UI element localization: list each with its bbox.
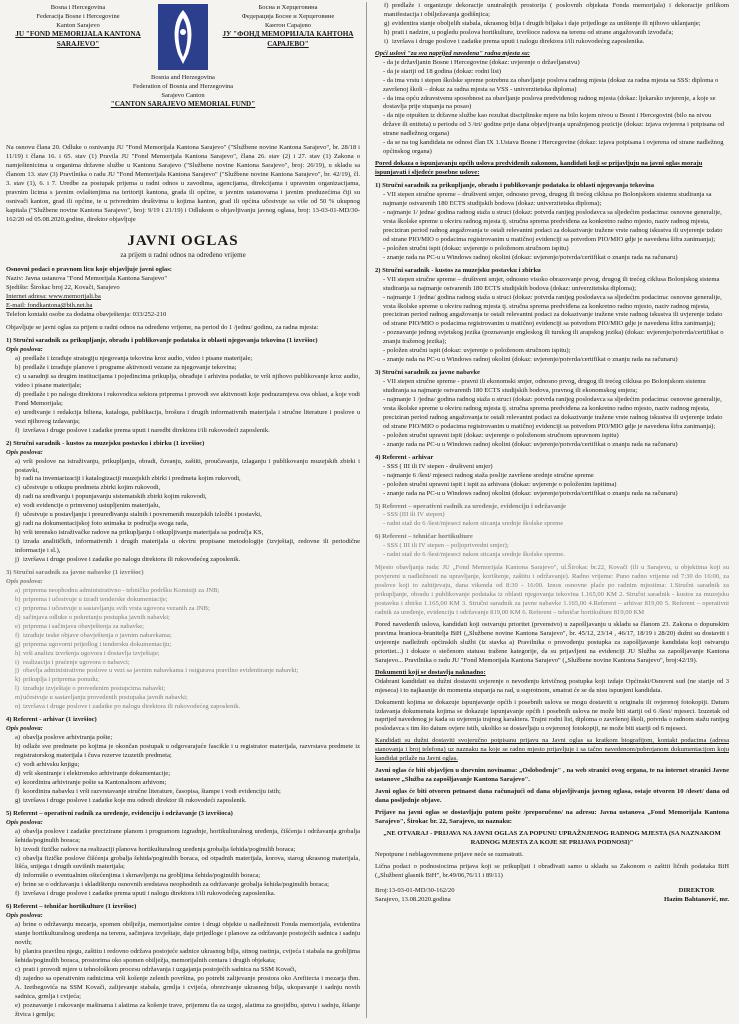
special-condition-items [375, 463, 729, 499]
job-duty-item [15, 614, 360, 623]
job-duty-letter: f) [15, 890, 20, 898]
priority-paragraph: Pored navedenih uslova, kandidati koji ostvaruju prioritet (prvenstvo) u zapošljavanju u skladu sa članom 23. Zakona o dopunskim pravima branioca-branitelja BiH („Službene novine Kantona Sarajevo", br. 45/12, 23/14 , 46/17, 18/19 i 28/20) dužni su dostaviti i uvjerenje nadležnih općinskih službi (iz stavka a) Pravilnika o provođenju postupka za zapošljavanje kandidata koji ostvaruju prioritet...) i dokaze o stečenom statusu tražene kategorije, da su prijavljeni na evidenciji JU Služba za zapošljavanje Kantona Sarajevo... Pravilnika o radu JU "Fond Memorijala Kantona Sarajevo" („Službene novine Kantona Sarajevo", broj:42/19). [375, 620, 729, 664]
later-documents-title: Dokumenti koji se dostavlja naknadno: [375, 668, 486, 676]
job-positions-list [6, 337, 360, 1018]
letterhead-latin-line: Kanton Sarajevo [56, 21, 100, 29]
job-duty-item [15, 458, 360, 476]
job-duty-item [15, 511, 360, 520]
job-duty-item [15, 694, 360, 703]
privacy-paragraph: Lična podaci o podnosiocima prijava koji se prikupljati i obrađivati samo u skladu sa Zakonom o zaštiti ličnih podataka BiH („Službeni glasnik BiH", br.49/06,76/11 i 89/11) [375, 862, 729, 879]
job-duty-letter: c) [15, 761, 21, 768]
job-duty-item [15, 975, 360, 1002]
job-duty-item [15, 623, 360, 632]
job-duty-letter: f) [15, 511, 20, 519]
job-duty-text: vodi evidencije o primvenoj ustupljenim materijalu, [23, 502, 160, 510]
job-duty-letter: i) [384, 37, 389, 45]
cv-paragraph: Kandidati su dužni dostaviti svojeručno potpisanu prijavu na Javni oglas sa kratkom biografijom, kontakt podacima (adresa stanovanja i broj telefona) uz naznaku na koje se radno mjesto prijavljuje i sa tačno navedenom/pobrojanom dokumentacijom koju kandidat prilaže na Javni oglas. [375, 737, 729, 763]
general-condition-item: - da nije otpušten iz državne službe kao rezultat disciplinske mjere na bilo kojem nivou u Bosni i Hercegovini (bilo na nivou države ili entiteta) u periodu od 3 /tri/ godine prije dana objavljivanja upražnjenog pozicije (dokaz: izjava ovjerena i potpisana od strane nadležnog organa) [383, 112, 729, 139]
job-duty-item [15, 538, 360, 556]
letterhead-latin-line: Federacija Bosne i Hercegovine [36, 12, 120, 20]
general-conditions-list [375, 59, 729, 157]
job-duty-text: učestvuje u sastavljanju provedenih postupaka javnih nabavki; [23, 694, 188, 702]
special-condition-item: - položen stručni upravni ispit i ispit za arhivara (dokaz: uvjerenje o položenim ispitima) [383, 481, 729, 490]
job-position-title: 5) Referent – operativni radnik za uređenje, evidenciju i održavanje (3 izvršioca) [6, 809, 233, 817]
job-duty-letter: f) [15, 426, 20, 434]
signature-block [375, 887, 729, 905]
job-duty-letter: e) [15, 502, 21, 510]
incomplete-paragraph: Nepotpune i neblagovremene prijave neće se razmatrati. [375, 850, 524, 858]
job-duty-item [15, 596, 360, 605]
special-condition-item: - najmanje 6 /šest/ mjeseci radnog staža poslije završene srednje stručne spreme [383, 472, 729, 481]
job-duty-letter: c) [15, 854, 21, 862]
job-duty-item [15, 529, 360, 538]
job-duties-list [6, 734, 360, 806]
job-duty-text: poznavanje i rukovanje mašinama i alatima za košenje trave, prijemnu tla za uzgoj, alatima za gnojidbu, sjetvu i sadnju, šišanje živica i grmlja; [15, 1001, 360, 1018]
job-position-title: 2) Stručni saradnik - kustos za muzejsku postavku i zbirku (1 izvršioc) [6, 439, 205, 447]
letterhead-english-line: Sarajevo Canton [161, 91, 205, 99]
job-duties-label: Opis poslova: [6, 818, 43, 826]
job-duty-item [15, 427, 360, 436]
job-duty-text: priprema i sačinjava obavještenja za nabavke; [23, 622, 145, 630]
document-subtitle: za prijem u radni odnos na određeno vrijeme [120, 250, 246, 259]
job-duty-letter: h) [384, 28, 390, 36]
job-duty-text: priprema ugovorni prijedlog i tendersku dokumentaciju; [23, 640, 172, 648]
letterhead [6, 2, 360, 144]
job-duties-list [6, 458, 360, 565]
director-name: Hazim Bahtanović, mr. [664, 895, 729, 903]
job-duty-letter: i) [15, 658, 20, 666]
special-condition-section [375, 454, 729, 499]
job-duty-letter: f) [15, 631, 20, 639]
job-duty-text: izvršava i druge poslove i zadatke koje mu odredi direktor ili rukovodeći zaposlenik. [23, 796, 247, 804]
job-duty-letter: n) [15, 703, 21, 711]
job-duty-text: brine se o održavanju i skladištenju osnovnih sredstava neophodnih za održavanje grobalja šehida/poginulih boraca; [23, 881, 329, 889]
job-duty-text: radi na dokumentacijskoj foto snimaka iz područja svoga rada, [23, 520, 189, 528]
job-duty-text: izvodi fizičke radove na realizaciji planova hortikulturalnog uređenja grobalja šehida/poginulih boraca; [23, 845, 296, 853]
job-duty-text: planira pravilnu njegu, zaštitu i redovno održava postojeće sadnice ukrasnog bilja, sitnog rastinja, cvijeća i stabala na grobljima šehida/poginulih boraca, prostorima oko spomen obilježja, memorijalnih centara i drugih objekata; [15, 948, 360, 965]
general-condition-item: - da ima vrstu i stepen školske spreme potrebnu za obavljanje poslova radnog mjesta (dokaz za radna mjesta sa SSS: diploma o završenoj školi – dokaz za radna mjesta sa VSS - univerzitetska diploma) [383, 77, 729, 95]
job-duty-item [15, 502, 360, 511]
general-conditions-title: Opći uslovi "za sva naprijed navedena" radna mjesta su: [375, 49, 530, 57]
special-condition-title: 5) Referent – operativni radnik za uređenje, evidenciju i održavanje [375, 502, 566, 510]
column-divider [366, 2, 367, 1018]
job-duty-letter: g) [15, 640, 21, 648]
job-duty-text: predlaže i izrađuje strategiju njegovanja tekovina kroz audio, video i pisane materijale; [23, 355, 253, 363]
job-duty-text: priprema i učestvuje u izradi tenderske dokumentacije; [23, 595, 168, 603]
job-duty-item [15, 966, 360, 975]
job-duty-item [15, 364, 360, 373]
job-duty-letter: i) [15, 538, 20, 546]
job-duty-item [15, 828, 360, 846]
later-documents-paragraph: Odabrani kandidati su dužni dostaviti uvjerenje o nevođenju krivičnog postupka koji izdaje Općinski/Osnovni sud (ne starije od 3 mjeseca) i to najkasnije do momenta stupanja na rad, u suprotnom, smatrat će se da nisu ispunjeni kandidata. [375, 677, 729, 694]
director-label: DIREKTOR [678, 886, 715, 894]
special-condition-section [375, 503, 729, 530]
job-duty-text: prikuplja i priprema ponudu; [23, 676, 99, 684]
job-duty-letter: c) [15, 604, 21, 612]
job-duty-item [15, 520, 360, 529]
job-duty-letter: b) [15, 595, 21, 603]
special-condition-title: 2) Stručni saradnik - kustos za muzejsku postavku i zbirku [375, 266, 541, 274]
job-duty-text: izvršava i druge poslove i zadatke po nalogu direktora ili rukovodećeg zaposlenik. [23, 703, 241, 711]
letterhead-latin [6, 4, 150, 50]
job-duty-item [15, 641, 360, 650]
job-position-section [6, 337, 360, 435]
job-duty-text: obavlja poslove arhiviranja pošte; [23, 734, 113, 742]
job-duties-list [6, 921, 360, 1018]
job-duty-item [15, 409, 360, 427]
job-duty-item [384, 29, 729, 38]
letterhead-cyrillic-line: Кантон Сарајево [264, 21, 312, 29]
letterhead-cyrillic-line: Федерација Босне и Херцеговине [241, 12, 335, 20]
job-duty-text: obavlja fizičke poslove čišćenja grobalja šehida/poginulih boraca, od otpadnih materijala, korova, starog ukrasnog materijala, lišća, snijega i drugih suvišnih materijala; [15, 854, 360, 871]
job-duty-letter: d) [15, 769, 21, 777]
general-condition-item: - da ima opću zdravstvenu sposobnost za obavljanje poslova predviđenog radnog mjesta (dokaz: ljekarsko uvjerenje, a koje se dostavlja prije stupanja na posao) [383, 95, 729, 113]
job-duty-item [15, 632, 360, 641]
org-info-block [6, 266, 360, 320]
job-duty-item [384, 2, 729, 20]
job-duty-letter: g) [15, 520, 21, 528]
job-duty-letter: a) [15, 921, 21, 929]
job-duty-text: vodi arhivsku knjigu; [23, 761, 80, 768]
job-duty-text: predlaže i po nalogu direktora i rukovodica sektora priprema i provodi sve aktivnosti koje podrazumjeva ova oblast, a koje vodi Fond Memorijala; [15, 390, 360, 407]
deadline-paragraph: Javni oglas će biti otvoren petnaest dana računajući od dana objavljivanja javnog oglasa, ostaje otvoren 10 /deset/ dana od dana posljednje objave. [375, 788, 729, 805]
job-duty-text: evidentira stanje oboljelih stabala, ukrasnog bilja i drugih biljaka i daje prijedloge za uništenje ili njihovo uklanjanje; [392, 19, 701, 27]
org-name: Naziv: Javna ustanova "Fond Memorijala Kantona Sarajevo" [6, 275, 168, 283]
job-duty-text: predlaže i izrađuje planove i programe aktivnosti vezane za njegovanje tekovina; [23, 364, 237, 372]
job-duties-label: Opis poslova: [6, 577, 43, 585]
job-duty-letter: c) [15, 965, 21, 973]
special-condition-title: 1) Stručni saradnik za prikupljanje, obradu i publikovanje podataka iz oblasti njegovanja tekovina [375, 182, 655, 190]
special-condition-section [375, 533, 729, 560]
job-duty-item [15, 667, 360, 676]
job-duty-item [15, 587, 360, 596]
special-condition-item: - VII stepen stručne spreme - pravni ili ekonomski smjer, odnosno prvog, drugog ili trećeg ciklusa po Bolonjskom sistemu studiranja sa najmanje ostvarenih 180 ECTS studijskih bodova, pravnog ili ekonomskog smjera; [383, 378, 729, 396]
special-condition-item: - VII stepen stručne spreme – društveni smjer, odnosno prvog, drugog ili trećeg ciklusa po Bolonjskom sistemu studiranja sa najmanje ostvarenih 180 ECTS studijskih bodova (dokaz: univerzitetska diploma); [383, 191, 729, 209]
job-duty-item [15, 493, 360, 502]
job-duty-item [15, 659, 360, 668]
special-condition-item: - položen stručni ispit (dokaz: uvjerenje o položenom stručnom ispitu); [383, 347, 729, 356]
job-duty-item [15, 556, 360, 565]
letterhead-english-line: Bosnia and Herzegovina [151, 74, 215, 81]
letterhead-english-line: Federation of Bosnia and Herzegovina [132, 82, 234, 90]
job-duty-item [15, 855, 360, 873]
special-condition-item: - SSS ( III ili IV stepen – poljoprivredni smjer); [383, 542, 729, 551]
job-duty-text: radi na sređivanju i popunjavanju sistematskih zbirki kojim rukovodi, [23, 493, 207, 501]
hortikultura-continued-list [375, 2, 729, 47]
job-position-section [6, 569, 360, 712]
job-duty-letter: e) [15, 1001, 21, 1009]
job-duty-item [384, 20, 729, 29]
general-condition-item: - da je stariji od 18 godina (dokaz: rodni list) [383, 68, 729, 77]
job-duty-letter: c) [15, 372, 21, 380]
left-column [6, 2, 360, 1018]
job-duty-letter: d) [15, 872, 21, 880]
job-duty-text: zajedno sa operativnim radnicima vrši košenje zelenih površina, po potrebi zalijevanje prostora oko Arefitecta i mezarja tћm. A. Izetbegovića na SSM Kovači, zalijevanje stabala, grmlja i cvijeća, obrezivanje ukrasnog bilja, ukopavanje i sadnju novih sadnica, grmlja i cvijeća; [15, 974, 360, 1000]
right-column [375, 2, 729, 1018]
job-duty-item [15, 1002, 360, 1018]
job-duty-letter: g) [15, 796, 21, 804]
org-seat: Sjedište: Širokac broj 22, Kovači, Sarajevo [6, 284, 120, 292]
job-duty-letter: e) [15, 622, 21, 630]
legal-basis-paragraph: Na osnovu člana 20. Odluke o osnivanju JU "Fond Memorijala Kantona Sarajevo" ("Službene novine Kantona Sarajevo", br. 28/18 i 11/19) i člana 16. i 65. stav (1) Pravila JU "Fond Memorijala Kantona Sarajevo", člana 26. stav (2) i 27. stav (1) Zakona o namještenicima u organima državne službe u Kantonu Sarajevo ("Službene novine Kantona Sarajevo", broj: 26/19), u skladu sa članom 13. stav (3) Pravilnika o radu JU "Fond Memorijala Kantona Sarajevo" ("Službene novine Kantona Sarajevo", br. 42/19), čl. 3. stav (1), 6. i 7. Uredbe za postupak prijema u radni odnos u zavodima, agencijama, direkcijama i upravnim organizacijama, pravnim licima s javnim ovlaštenjima na teritoriji kantona, grada ili općine, u javnim ustanovama i javnim preduzećima čiji su osnivači kanton, grad ili općine, te u privrednim društvima u kojima kanton, grad ili općina učestvuje sa više od 50 % ukupnog kapitala ("Službene novine Kantona Sarajevo", broj: 9/19 i 21/19) i Odlukom o objavljivanju javnog oglasa, broj: 13-03-01-MD/30-162/20 od 05.08.2020.godine, direktor objavljuje [6, 144, 360, 223]
job-duty-text: sačinjava odluke o pokretanju postupka javnih nabavki; [23, 613, 170, 621]
special-condition-item: - radni staž do 6 /šest/mjeseci nakon sticanja srednje školske spreme. [383, 551, 729, 560]
job-duty-letter: m) [15, 694, 23, 702]
job-duty-letter: b) [15, 743, 21, 751]
job-duty-text: uređivanje i redakcija biltena, kataloga, publikacija, brošura i drugih informativnih materijala i stručne literature i poslove u vezi njihovog izdavanja; [15, 408, 360, 425]
job-duty-letter: a) [15, 355, 21, 363]
job-duty-text: predlaže i organizuje dekoracije unutrašnjih prostorija ( poslovnih objekata Fonda memorijala) i dekoracije prilikom manifestacija i obilježavanja godišnjica; [384, 2, 729, 18]
job-position-section [6, 440, 360, 565]
job-duty-text: vrši terensko istraživačke radove na prikupljanju i otkupljivanju materijala sa područja KS, [23, 529, 264, 537]
job-duty-letter: d) [15, 613, 21, 621]
special-condition-section [375, 182, 729, 263]
job-duty-letter: a) [15, 586, 21, 594]
job-duty-text: odlaže sve predmete po kojima je okončan postupak u odgovarajuće fascikle i u registrator materijala, razvrstava predmete iz registratorskog materijala i čuva rezerve izuzetih predmeta; [15, 743, 360, 760]
job-duty-text: izrađuje izvještaje o provedenim postupcima nabavki; [23, 685, 166, 693]
job-duty-text: priprema neophodnu administrativno - tehničku podršku Komisiji za JNB; [23, 586, 220, 594]
special-condition-item: - znanje rada na PC-u u Windows radnoj okolini (dokaz: uvjerenje/potvrda/certifikat o znanju rada na računaru) [383, 441, 729, 450]
job-duties-label: Opis poslova: [6, 912, 43, 920]
job-duty-item [15, 676, 360, 685]
job-position-title: 6) Referent – tehničar hortikulture (1 izvršioc) [6, 903, 137, 911]
special-condition-item: - znanje rada na PC-u u Windows radnoj okolini (dokaz: uvjerenje/potvrda/certifikat o znanju rada na računaru) [383, 490, 729, 499]
job-duty-text: izvršava i druge poslove i zadatke prema uputi i naredbi direktora i/ili rukovodeći zaposlenik. [23, 426, 270, 434]
job-duties-label: Opis poslova: [6, 448, 43, 456]
special-condition-title: 4) Referent - arhivar [375, 453, 434, 461]
job-duty-letter: j) [15, 556, 20, 564]
org-email-link[interactable]: E-mail: fondkantona@bih.net.ba [6, 302, 93, 310]
letterhead-latin-line: Bosna i Hercegovina [50, 4, 106, 11]
special-condition-item: - znanje rada na PC-u u Windows radnoj okolini (dokaz: uvjerenje/potvrda/certifikat o znanju rada na računaru) [383, 254, 729, 263]
reference-block [375, 887, 455, 905]
letterhead-cyrillic-org: ЈУ "ФОНД МЕМОРИЈАЛА КАНТОНА САРАЈЕВО" [222, 30, 354, 49]
job-duty-letter: l) [15, 685, 20, 693]
job-position-section [6, 716, 360, 806]
publication-paragraph: Javni oglas će biti objavljen u dnevnim novinama: „Oslobođenje" , na web stranici ovog organa, te na internet stranici Javne ustanove „Služba za zapošljavanje Kantona Sarajevo". [375, 767, 729, 784]
job-duty-item [15, 761, 360, 770]
special-condition-item: - VII stepen stručne spreme – društveni smjer, odnosno visoko obrazovanje prvog, drugog ili trećeg ciklusa Bolonjskog sistema studiranja sa najmanje ostvarenih 180 ECTS studijskih bodova (dokaz: univerzitetska diploma); [383, 276, 729, 294]
document-title: JAVNI OGLAS [127, 232, 239, 249]
job-duty-text: izvršava i druge poslove i zadatke prema uputi i nalogu direktora i/ili rukovodećeg zaposlenika. [392, 37, 645, 45]
letterhead-english-org: "CANTON SARAJEVO MEMORIAL FUND" [110, 100, 256, 109]
job-duty-letter: e) [15, 778, 21, 786]
job-duty-letter: f) [384, 2, 389, 9]
job-duty-text: realizacija i praćenje ugovora o nabavci; [23, 658, 130, 666]
job-duty-item [15, 921, 360, 948]
special-condition-item: - SSS (III ili IV stepen) [383, 511, 729, 520]
general-condition-item: - da se na tog kandidata ne odnosi član IX 1.Ustava Bosne i Hercegovine (dokaz: izjava potpisana i ovjerena od strane nadležnog općinskog organa) [383, 139, 729, 157]
job-position-title: 3) Stručni saradnik za javne nabavke (1 izvršioc) [6, 568, 144, 576]
job-duties-list [6, 587, 360, 712]
job-duty-text: izvršava i druge poslove i zadatke prema uputi i nalogu direktora i/ili rukovodećeg zaposlenika. [23, 890, 276, 898]
location-salary-paragraph: Mjesto obavljanja rada: JU „Fond Memorijala Kantona Sarajevo", ul.Širokac br.22, Kovači (ili u Sarajevu, u objektima koji su povjereni u nadležnosti na upravljanje, korištenje, zaštitu i održavanje). Radno vrijeme: Puno radno vrijeme od 7:30 do 16:00, za poslove koji to zahtijevaju, dana vikenda od 8:30 - 16:00. Iznos osnovne plaće po radnim mjestima: 1.Stručni saradnik za prikupljanje, obradu i publikovanje podataka iz oblasti njegovanja tekovina 1.165,00 KM 2. Stručni saradnik - kustos za muzejsku postavku i zbirku 1.165,00 KM 3. Stručni saradnik za javne nabavke 1.165,00 4.Referent – arhivar 819,00 5. Referent – operativni radnik za uređenje, evidenciju i održavanje 819,00 KM 6. Referent – tehničar hortikulture 819,00 KM [375, 564, 729, 616]
job-duty-item [15, 605, 360, 614]
envelope-notice: „NE OTVARAJ - PRIJAVA NA JAVNI OGLAS ZA POPUNU UPRAŽNJENOG RADNOG MJESTA (SA NAZNAKOM RADNOG MJESTA ZA KOJE SE PRIJAVA PODNOSI)" [383, 829, 721, 846]
general-condition-item: - da je državljanin Bosne i Hercegovine (dokaz: uvjerenje o državljanstvu) [383, 59, 729, 68]
job-duty-item [15, 650, 360, 659]
special-condition-items [375, 542, 729, 560]
job-duty-item [15, 872, 360, 881]
letterhead-english [66, 74, 300, 110]
job-duty-letter: d) [15, 493, 21, 501]
job-duty-item [15, 373, 360, 391]
job-duty-text: učestvuje u postavljanju i preuređivanju stalnih i povremenih muzejskih izložbi i postavki, [23, 511, 262, 519]
job-duty-item [15, 355, 360, 364]
special-condition-items [375, 378, 729, 450]
special-condition-section [375, 369, 729, 450]
announcement-paragraph: Objavljuje se javni oglas za prijem u radni odnos na određeno vrijeme, na period do 1 /jednu/ godinu, za radna mjesta: [6, 324, 319, 332]
job-duties-label: Opis poslova: [6, 346, 43, 354]
job-duty-text: vrši skeniranje i elektronsko arhiviranje dokumentacije; [23, 769, 171, 777]
job-duty-item [15, 890, 360, 899]
job-duty-text: koordinira nabavku i vrši razvrstavanje stručne literature, časopisa, štampe i vodi evidenciju istih; [23, 787, 281, 795]
job-duty-letter: d) [15, 390, 21, 398]
director-signature [664, 887, 729, 905]
job-duty-text: vrši poslove na istraživanju, prikupljanju, obradi, čuvanju, zaštiti, proučavanju, izlaganju i publikovanju muzejskih zbirki i postavki, [15, 457, 360, 474]
job-duty-text: izrada analitičkih, informativnih i drugih materijala u okviru propisane metodologije (izvještaji, redovne ili periodične informacije i sl.), [15, 538, 360, 555]
letterhead-latin-org: JU "FOND MEMORIJALA KANTONA SARAJEVO" [15, 30, 141, 49]
job-duty-text: prati i provodi mjere u tehnološkom procesu održavanja i uzgajanja postojećih sadnica na SSM Kovači, [23, 965, 297, 973]
reference-number: Broj:13-03-01-MD/30-162/20 [375, 886, 455, 894]
job-duty-text: izrađuje teske objave obavještenja o javnim nabavkama; [23, 631, 172, 639]
job-duties-list [6, 355, 360, 436]
job-duty-text: informiše o eventualnim oštećenjima i skrnavljenju na grobljima šehida/poginulih boraca; [23, 872, 261, 880]
org-phone: Telefon kontakt osobe za dodatna obavještenja: 033/252-210 [6, 311, 167, 319]
special-condition-items [375, 276, 729, 366]
job-duty-text: vrši analizu izvršenja ugovora i dostavlja izvještaje; [23, 649, 160, 657]
job-duty-text: izvršava i druge poslove i zadatke po nalogu direktora ili rukovodećeg zaposlenik. [23, 556, 241, 564]
reference-date: Sarajevo, 13.08.2020.godina [375, 895, 451, 903]
job-duty-item [15, 391, 360, 409]
job-position-title: 4) Referent - arhivar (1 izvršioc) [6, 716, 97, 724]
job-duty-item [15, 703, 360, 712]
org-website-link[interactable]: Internet adresa: www.memorijali.ba [6, 293, 101, 301]
job-duty-letter: d) [15, 974, 21, 982]
special-condition-title: 6) Referent – tehničar hortikulture [375, 533, 473, 541]
letterhead-cyrillic-line: Босна и Херцеговина [258, 4, 318, 11]
job-duty-letter: k) [15, 676, 21, 684]
job-duty-item [15, 788, 360, 797]
special-condition-title: 3) Stručni saradnik za javne nabavke [375, 369, 480, 377]
special-condition-item: - SSS ( III ili IV stepen - društveni smjer) [383, 463, 729, 472]
job-duty-text: brine o održavanju mezarja, spomen obilježja, memorijalne centre i drugi objekte u nadležnosti Fonda memorijala, evidentira stanje hortikulturalnog uređenja na terenu, sačinjava izvještaje, daje prijedloge i planove za održavanje postojećih sadnica i sadnju novih; [15, 921, 360, 947]
job-duty-text: obavlja administrativne poslove u vezi sa javnim nabavkama i osigurava pravilno evidentiranje nabavki; [23, 667, 299, 675]
job-duty-text: radi na inventarizaciji i katalogizaciji muzejskih zbirki i predmeta kojim rukovodi, [23, 475, 241, 483]
job-duty-text: prati i nadzire, u pogledu poslova hortikulture, izvršioce radova na terenu od strane angažovanih izvođača; [392, 28, 674, 36]
submission-paragraph: Prijave na javni oglas se dostavljaju putem pošte /preporučeno/ na adresu: Javna ustanova „Fond Memorijala Kantona Sarajevo", Širokac br. 22, Sarajevo, uz naznaku: [375, 809, 729, 826]
job-duty-letter: b) [15, 364, 21, 372]
job-duties-list [6, 828, 360, 900]
job-duty-letter: a) [15, 734, 21, 742]
special-condition-item: - položen stručni upravni ispit (dokaz: uvjerenje o položenom stručnom upravnom ispitu) [383, 432, 729, 441]
job-duty-item [15, 475, 360, 484]
job-duty-letter: f) [15, 787, 20, 795]
special-condition-item: - najmanje 1 /jedna/ godina radnog staža u struci (dokaz: potvrda ranijeg poslodavca sa sljedećim podacima: osnovne generalije, vrsta školske spreme u okviru radnog mjesta tj. stručna sprema predviđena za konkretno radno mjesto, naziv radnog mjesta, preciziran period radnog angažovanja te ostali relevantni podaci za dokazivanje tražene vrste radnog iskustva ili uvjerenje izdato od strane PIO/MIO o podacima registrovanim u matičnoj evidenciji sa potvrdom PIO/MIO gdje je navedena šifra zanimanja); [383, 294, 729, 330]
job-duty-item [15, 881, 360, 890]
org-info-title: Osnovni podaci o pravnom licu koje objavljuje javni oglas: [6, 266, 172, 274]
special-condition-section [375, 267, 729, 365]
copies-paragraph: Dokumenti kojima se dokazuje ispunjavanje općih i posebnih uslova se mogu dostaviti u originalu ili ovjerenoj fotokopiji. Datum izdavanja dokumenata kojima se dokazuje ispunjavanje općih i posebnih uslova ne može biti stariji od 6 /šest/ mjeseci. Izuzetak od naprijed navedenog je kada su uvjerenja trajnog karaktera. Trajni rodni list, diploma o završenoj školi, potvrda o radnom stažu ranijeg poslodavca s tim što datum ovjere istih, ukoliko se dostavljaju u ovjerenoj fotokopiji, ne može biti stariji od 6 mjeseci. [375, 698, 729, 733]
job-duty-item [15, 685, 360, 694]
job-duty-item [15, 484, 360, 493]
job-duty-letter: j) [15, 667, 20, 675]
job-position-section [6, 903, 360, 1018]
job-duty-item [15, 770, 360, 779]
special-condition-item: - radni staž do 6 /šest/mjeseci nakon sticanja srednje školske spreme [383, 520, 729, 529]
job-duty-item [15, 948, 360, 966]
special-condition-item: - poznavanje jednog svjetskog jezika (poznavanje engleskog ili turskog ili arapskog jezika) (dokaz: uvjerenje/potvrda/certifikat o znanju traženog jezika); [383, 329, 729, 347]
special-condition-item: - znanje rada na PC-u u Windows radnoj okolini (dokaz: uvjerenje/potvrda/certifikat o znanju rada na računaru) [383, 356, 729, 365]
job-duty-text: u saradnji sa drugim institucijama i pojedincima prikuplja, obrađuje i arhivira podatke, te vrši njihovo publikovanje kroz audio, video i pisane materijale; [15, 372, 360, 389]
job-duty-letter: c) [15, 484, 21, 492]
job-duty-letter: h) [15, 649, 21, 657]
job-duty-letter: a) [15, 827, 21, 835]
job-duty-letter: b) [15, 948, 21, 956]
job-duty-text: obavlja poslove i zadatke preciziranе planom i programom izgradnje, hortikulturalnog uređenja, čišćenja i održavanja grobalja šehida/poginulih boraca; [15, 827, 360, 844]
special-condition-items [375, 191, 729, 263]
job-duty-text: učestvuje u otkupu predmeta zbirki kojim rukovodi, [23, 484, 161, 492]
special-conditions-title: Pored dokaza o ispunjavanju općih uslova predviđenih zakonom, kandidati koji se prijavljuju na javni oglas moraju ispunjavati i sljedeće posebne uslove: [375, 160, 703, 177]
special-conditions-list [375, 182, 729, 560]
job-duty-letter: a) [15, 457, 21, 465]
job-duty-item [15, 797, 360, 806]
job-duty-item [15, 779, 360, 788]
job-duty-text: priprema i učestvuje u sastavljanju svih vrsta ugovora vezanih za JNB; [23, 604, 210, 612]
job-duty-letter: b) [15, 475, 21, 483]
job-duty-letter: g) [384, 19, 390, 27]
job-duty-item [15, 846, 360, 855]
job-duty-item [384, 38, 729, 47]
job-duty-letter: e) [15, 881, 21, 889]
special-condition-items [375, 511, 729, 529]
job-duty-item [15, 743, 360, 761]
special-condition-item: - položen stručni ispit (dokaz: uvjerenje o položenom stručnom ispitu) [383, 245, 729, 254]
job-duty-letter: h) [15, 529, 21, 537]
job-duty-item [15, 734, 360, 743]
job-position-title: 1) Stručni saradnik za prikupljanje, obradu i publikovanje podataka iz oblasti njegovanja tekovina (1 izvršioc) [6, 337, 318, 345]
job-position-section [6, 810, 360, 900]
special-condition-item: - najmanje 1 /jedna/ godina radnog staža u struci (dokaz: potvrda ranijeg poslodavca sa sljedećim podacima: osnovne generalije, vrsta školske spreme u okviru radnog mjesta tj. stručna sprema predviđena za konkretno radno mjesto, naziv radnog mjesta, preciziran period radnog angažovanja te ostali relevantni podaci za dokazivanje tražene vrste radnog iskustva ili uvjerenje izdato od strane PIO/MIO o podacima registrovanim u matičnoj evidenciji sa potvrdom PIO/MIO gdje je navedena šifra zanimanja); [383, 396, 729, 432]
job-duty-letter: e) [15, 408, 21, 416]
letterhead-cyrillic [216, 4, 360, 50]
memorial-fund-logo-icon [156, 2, 210, 72]
job-duties-label: Opis poslova: [6, 725, 43, 733]
job-duty-letter: b) [15, 845, 21, 853]
special-condition-item: - najmanje 1/ jedna/ godina radnog staža u struci (dokaz: potvrda ranijeg poslodavca sa sljedećim podacima: osnovne generalije, vrsta školske spreme u okviru radnog mjesta tj. stručna sprema predviđena za konkretno radno mjesto, naziv radnog mjesta, preciziran period radnog angažovanja te ostali relevantni podaci za dokazivanje tražene vrste radnog iskustva ili uvjerenje izdato od strane PIO/MIO o podacima registrovanim u matičnoj evidenciji sa potvrdom PIO/MIO gdje je navedena šifra zanimanja); [383, 209, 729, 245]
job-duty-text: koordinira arhiviranje pošte sa Kantonalnom arhivom; [23, 778, 167, 786]
